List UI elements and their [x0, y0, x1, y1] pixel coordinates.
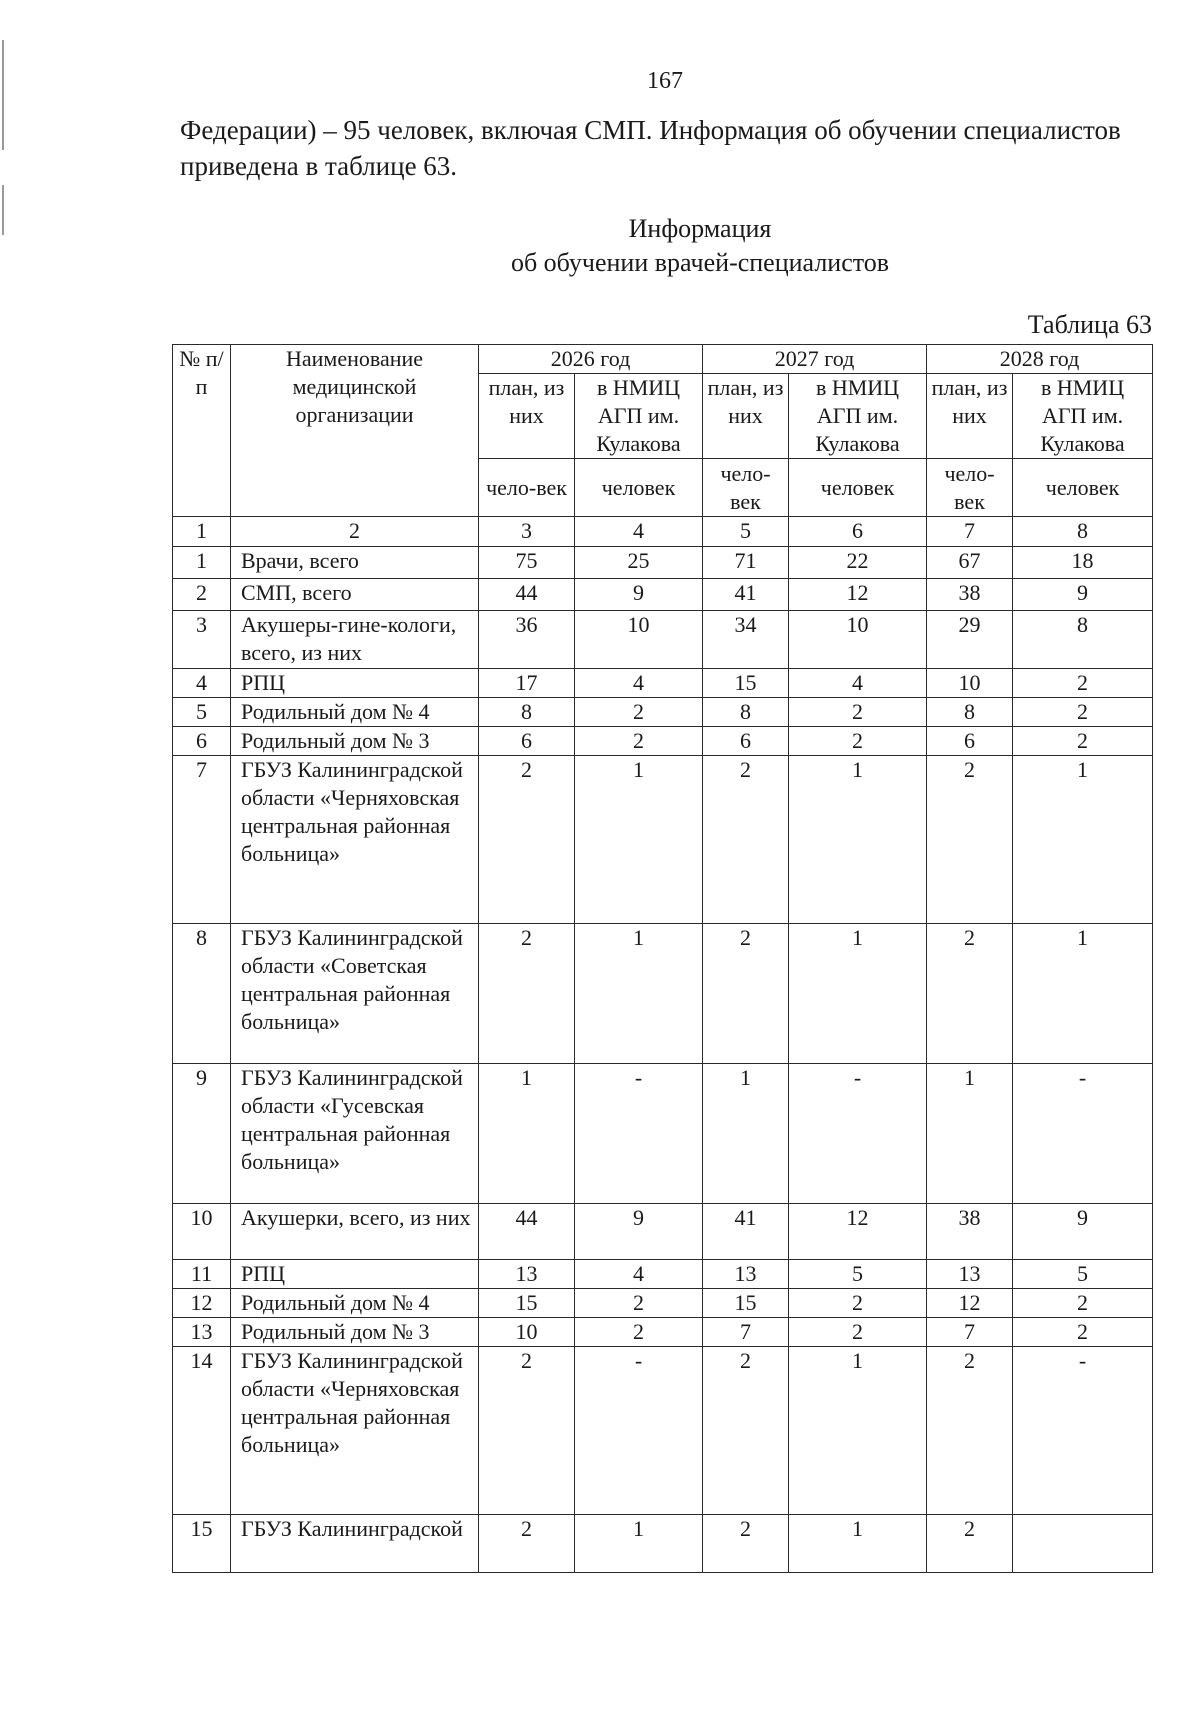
column-index: 1: [173, 517, 231, 547]
nmic-value: 1: [575, 924, 703, 1064]
nmic-value: 8: [1013, 611, 1153, 669]
nmic-value: 2: [1013, 698, 1153, 727]
plan-value: 2: [927, 924, 1013, 1064]
table-row: [173, 924, 1153, 1064]
plan-value: 2: [927, 1515, 1013, 1573]
nmic-value: 1: [1013, 756, 1153, 924]
organization-name: РПЦ: [231, 669, 479, 698]
plan-value: 2: [479, 1515, 575, 1573]
column-index: 8: [1013, 517, 1153, 547]
plan-value: 7: [927, 1318, 1013, 1347]
table-row: [173, 1515, 1153, 1573]
header-name: Наименование медицинской организации: [231, 345, 479, 517]
nmic-value: 10: [789, 611, 927, 669]
column-index: 5: [703, 517, 789, 547]
nmic-value: 25: [575, 547, 703, 579]
nmic-value: 4: [575, 669, 703, 698]
plan-value: 41: [703, 579, 789, 611]
plan-value: 1: [479, 1064, 575, 1204]
nmic-value: 2: [789, 727, 927, 756]
plan-value: 15: [479, 1289, 575, 1318]
organization-name: Родильный дом № 3: [231, 727, 479, 756]
plan-value: 13: [927, 1260, 1013, 1289]
row-number: 10: [173, 1204, 231, 1260]
nmic-value: 1: [789, 924, 927, 1064]
organization-name: ГБУЗ Калининградской области «Черняховская центральная районная больница»: [231, 1347, 479, 1515]
header-nmic: в НМИЦ АГП им. Кулакова: [575, 374, 703, 459]
header-unit-nmic: человек: [1013, 459, 1153, 517]
plan-value: 12: [927, 1289, 1013, 1318]
table-label: Таблица 63: [1027, 310, 1152, 339]
nmic-value: 2: [1013, 669, 1153, 698]
plan-value: 8: [703, 698, 789, 727]
table-row: [173, 547, 1153, 579]
plan-value: 44: [479, 579, 575, 611]
plan-value: 7: [703, 1318, 789, 1347]
plan-value: 2: [703, 756, 789, 924]
organization-name: ГБУЗ Калининградской области «Гусевская центральная районная больница»: [231, 1064, 479, 1204]
column-index: 2: [231, 517, 479, 547]
organization-name: РПЦ: [231, 1260, 479, 1289]
nmic-value: 2: [1013, 1318, 1153, 1347]
row-number: 9: [173, 1064, 231, 1204]
table-row: [173, 669, 1153, 698]
row-number: 14: [173, 1347, 231, 1515]
table-row: [173, 756, 1153, 924]
header-num: № п/п: [173, 345, 231, 517]
header-year-2028: 2028 год: [927, 345, 1153, 374]
plan-value: 2: [927, 756, 1013, 924]
nmic-value: 2: [789, 1289, 927, 1318]
nmic-value: -: [575, 1347, 703, 1515]
header-nmic: в НМИЦ АГП им. Кулакова: [789, 374, 927, 459]
nmic-value: [1013, 1515, 1153, 1573]
nmic-value: 22: [789, 547, 927, 579]
row-number: 8: [173, 924, 231, 1064]
nmic-value: 12: [789, 579, 927, 611]
plan-value: 10: [927, 669, 1013, 698]
plan-value: 6: [703, 727, 789, 756]
organization-name: Родильный дом № 4: [231, 698, 479, 727]
nmic-value: 2: [1013, 1289, 1153, 1318]
table-row: [173, 727, 1153, 756]
table-row: [173, 1318, 1153, 1347]
nmic-value: 9: [575, 1204, 703, 1260]
table-row: [173, 1260, 1153, 1289]
intro-paragraph: Федерации) – 95 человек, включая СМП. Информация об обучении специалистов приведена в таблице 63.: [180, 115, 1121, 181]
row-number: 2: [173, 579, 231, 611]
organization-name: Родильный дом № 4: [231, 1289, 479, 1318]
header-unit-nmic: человек: [789, 459, 927, 517]
nmic-value: 12: [789, 1204, 927, 1260]
nmic-value: 9: [575, 579, 703, 611]
organization-name: Врачи, всего: [231, 547, 479, 579]
row-number: 13: [173, 1318, 231, 1347]
row-number: 4: [173, 669, 231, 698]
nmic-value: 9: [1013, 1204, 1153, 1260]
organization-name: Акушеры-гине-кологи, всего, из них: [231, 611, 479, 669]
nmic-value: 1: [789, 756, 927, 924]
plan-value: 44: [479, 1204, 575, 1260]
row-number: 5: [173, 698, 231, 727]
nmic-value: 10: [575, 611, 703, 669]
nmic-value: -: [1013, 1064, 1153, 1204]
column-index-row: [173, 517, 1153, 547]
plan-value: 1: [703, 1064, 789, 1204]
plan-value: 17: [479, 669, 575, 698]
plan-value: 8: [927, 698, 1013, 727]
row-number: 6: [173, 727, 231, 756]
row-number: 11: [173, 1260, 231, 1289]
plan-value: 2: [703, 1347, 789, 1515]
plan-value: 2: [479, 924, 575, 1064]
nmic-value: 5: [1013, 1260, 1153, 1289]
plan-value: 2: [479, 1347, 575, 1515]
organization-name: СМП, всего: [231, 579, 479, 611]
plan-value: 10: [479, 1318, 575, 1347]
heading-line-1: Информация: [628, 214, 772, 243]
nmic-value: 4: [789, 669, 927, 698]
column-index: 3: [479, 517, 575, 547]
plan-value: 67: [927, 547, 1013, 579]
header-unit-plan: чело-век: [703, 459, 789, 517]
nmic-value: 4: [575, 1260, 703, 1289]
plan-value: 15: [703, 669, 789, 698]
plan-value: 2: [479, 756, 575, 924]
header-unit-plan: чело-век: [927, 459, 1013, 517]
scan-margin-mark: [2, 40, 4, 150]
header-nmic: в НМИЦ АГП им. Кулакова: [1013, 374, 1153, 459]
column-index: 4: [575, 517, 703, 547]
plan-value: 1: [927, 1064, 1013, 1204]
plan-value: 2: [703, 1515, 789, 1573]
header-unit-nmic: человек: [575, 459, 703, 517]
header-plan: план, из них: [927, 374, 1013, 459]
nmic-value: -: [789, 1064, 927, 1204]
plan-value: 8: [479, 698, 575, 727]
table-heading: [0, 212, 1200, 280]
plan-value: 38: [927, 579, 1013, 611]
nmic-value: -: [575, 1064, 703, 1204]
nmic-value: 2: [575, 727, 703, 756]
plan-value: 13: [479, 1260, 575, 1289]
plan-value: 15: [703, 1289, 789, 1318]
header-year-2027: 2027 год: [703, 345, 927, 374]
organization-name: ГБУЗ Калининградской: [231, 1515, 479, 1573]
table-row: [173, 1347, 1153, 1515]
page-number: 167: [647, 68, 683, 94]
header-plan: план, из них: [703, 374, 789, 459]
plan-value: 36: [479, 611, 575, 669]
nmic-value: 2: [789, 698, 927, 727]
plan-value: 75: [479, 547, 575, 579]
header-row-years: [173, 345, 1153, 374]
header-plan: план, из них: [479, 374, 575, 459]
table-row: [173, 1064, 1153, 1204]
nmic-value: 9: [1013, 579, 1153, 611]
table-row: [173, 1289, 1153, 1318]
row-number: 15: [173, 1515, 231, 1573]
plan-value: 38: [927, 1204, 1013, 1260]
plan-value: 6: [927, 727, 1013, 756]
organization-name: Акушерки, всего, из них: [231, 1204, 479, 1260]
nmic-value: 1: [575, 1515, 703, 1573]
nmic-value: 2: [1013, 727, 1153, 756]
nmic-value: 2: [575, 1318, 703, 1347]
nmic-value: 18: [1013, 547, 1153, 579]
plan-value: 71: [703, 547, 789, 579]
plan-value: 34: [703, 611, 789, 669]
organization-name: Родильный дом № 3: [231, 1318, 479, 1347]
heading-line-2: об обучении врачей-специалистов: [510, 248, 890, 277]
nmic-value: 5: [789, 1260, 927, 1289]
plan-value: 13: [703, 1260, 789, 1289]
table-row: [173, 579, 1153, 611]
plan-value: 41: [703, 1204, 789, 1260]
organization-name: ГБУЗ Калининградской области «Черняховская центральная районная больница»: [231, 756, 479, 924]
column-index: 7: [927, 517, 1013, 547]
row-number: 1: [173, 547, 231, 579]
organization-name: ГБУЗ Калининградской области «Советская центральная районная больница»: [231, 924, 479, 1064]
column-index: 6: [789, 517, 927, 547]
nmic-value: 2: [575, 698, 703, 727]
header-year-2026: 2026 год: [479, 345, 703, 374]
nmic-value: 1: [789, 1515, 927, 1573]
row-number: 3: [173, 611, 231, 669]
nmic-value: 1: [1013, 924, 1153, 1064]
nmic-value: -: [1013, 1347, 1153, 1515]
table-row: [173, 611, 1153, 669]
plan-value: 29: [927, 611, 1013, 669]
table-row: [173, 698, 1153, 727]
plan-value: 6: [479, 727, 575, 756]
training-table: [172, 344, 1153, 1573]
nmic-value: 1: [789, 1347, 927, 1515]
nmic-value: 2: [789, 1318, 927, 1347]
plan-value: 2: [927, 1347, 1013, 1515]
nmic-value: 1: [575, 756, 703, 924]
nmic-value: 2: [575, 1289, 703, 1318]
plan-value: 2: [703, 924, 789, 1064]
row-number: 12: [173, 1289, 231, 1318]
table-row: [173, 1204, 1153, 1260]
row-number: 7: [173, 756, 231, 924]
header-unit-plan: чело-век: [479, 459, 575, 517]
